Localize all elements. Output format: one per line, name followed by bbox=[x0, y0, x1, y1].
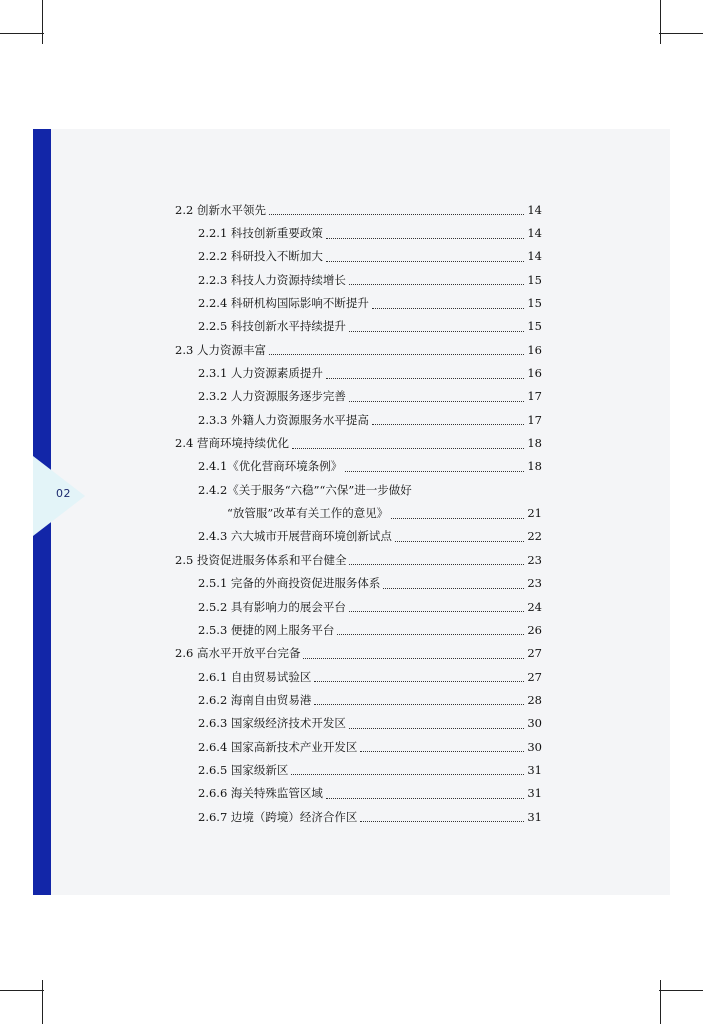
toc-entry-page: 17 bbox=[527, 412, 542, 427]
toc-entry[interactable] bbox=[175, 478, 542, 501]
toc-entry[interactable] bbox=[175, 361, 542, 384]
toc-entry-title: 2.4 营商环境持续优化 bbox=[175, 436, 289, 451]
toc-entry-title: 2.3.1 人力资源素质提升 bbox=[198, 366, 323, 381]
toc-entry-page: 23 bbox=[527, 576, 542, 591]
toc-entry[interactable] bbox=[175, 315, 542, 338]
dot-leader bbox=[349, 727, 524, 729]
toc-entry[interactable] bbox=[175, 385, 542, 408]
toc-entry-page: 21 bbox=[527, 506, 542, 521]
toc-entry[interactable] bbox=[175, 291, 542, 314]
crop-mark bbox=[42, 980, 43, 1024]
crop-mark bbox=[660, 980, 661, 1024]
crop-mark bbox=[42, 0, 43, 44]
toc-entry-page: 28 bbox=[527, 692, 542, 707]
toc-entry-page: 14 bbox=[527, 226, 542, 241]
toc-entry-title: “放管服”改革有关工作的意见》 bbox=[227, 506, 389, 521]
toc-entry[interactable] bbox=[175, 618, 542, 641]
toc-entry-page: 15 bbox=[527, 296, 542, 311]
toc-entry-title: 2.6.1 自由贸易试验区 bbox=[198, 669, 312, 684]
toc-entry-page: 18 bbox=[527, 436, 542, 451]
toc-entry-title: 2.2 创新水平领先 bbox=[175, 202, 266, 217]
toc-entry-page: 16 bbox=[527, 342, 542, 357]
toc-entry-page: 22 bbox=[527, 529, 542, 544]
toc-entry-page: 26 bbox=[527, 622, 542, 637]
toc-entry-title: 2.6.3 国家级经济技术开发区 bbox=[198, 716, 346, 731]
toc-entry[interactable] bbox=[175, 245, 542, 268]
toc-entry-page: 31 bbox=[527, 809, 542, 824]
toc-entry[interactable] bbox=[175, 431, 542, 454]
toc-entry-title: 2.2.2 科研投入不断加大 bbox=[198, 249, 323, 264]
dot-leader bbox=[372, 307, 524, 309]
toc-entry-title: 2.6.4 国家高新技术产业开发区 bbox=[198, 739, 358, 754]
dot-leader bbox=[292, 447, 524, 449]
toc-entry-title: 2.4.3 六大城市开展营商环境创新试点 bbox=[198, 529, 392, 544]
toc-entry[interactable] bbox=[175, 548, 542, 571]
toc-entry[interactable] bbox=[175, 268, 542, 291]
toc-entry-title: 2.5.2 具有影响力的展会平台 bbox=[198, 599, 346, 614]
toc-entry-title: 2.3.3 外籍人力资源服务水平提高 bbox=[198, 412, 369, 427]
page-number: 02 bbox=[56, 487, 71, 500]
toc-entry-title: 2.5.1 完备的外商投资促进服务体系 bbox=[198, 576, 381, 591]
dot-leader bbox=[314, 680, 524, 682]
dot-leader bbox=[303, 657, 524, 659]
dot-leader bbox=[391, 517, 524, 519]
toc-entry-page: 27 bbox=[527, 669, 542, 684]
toc-entry[interactable] bbox=[175, 665, 542, 688]
toc-entry[interactable] bbox=[175, 712, 542, 735]
toc-entry-title: 2.6.2 海南自由贸易港 bbox=[198, 692, 312, 707]
table-of-contents bbox=[175, 198, 542, 828]
toc-entry-title: 2.4.2《关于服务“六稳”“六保”进一步做好 bbox=[198, 482, 412, 497]
crop-mark bbox=[659, 990, 703, 991]
toc-entry[interactable] bbox=[175, 338, 542, 361]
dot-leader bbox=[349, 283, 524, 285]
crop-mark bbox=[659, 33, 703, 34]
dot-leader bbox=[349, 563, 524, 565]
toc-entry-title: 2.2.1 科技创新重要政策 bbox=[198, 226, 323, 241]
dot-leader bbox=[326, 377, 524, 379]
toc-entry[interactable] bbox=[175, 688, 542, 711]
toc-entry[interactable] bbox=[175, 595, 542, 618]
dot-leader bbox=[337, 633, 524, 635]
crop-mark bbox=[0, 33, 44, 34]
dot-leader bbox=[326, 797, 524, 799]
dot-leader bbox=[372, 423, 524, 425]
dot-leader bbox=[269, 213, 524, 215]
dot-leader bbox=[314, 703, 524, 705]
toc-entry-page: 15 bbox=[527, 319, 542, 334]
crop-mark bbox=[0, 990, 44, 991]
toc-entry-title: 2.2.3 科技人力资源持续增长 bbox=[198, 272, 346, 287]
toc-entry-page: 14 bbox=[527, 202, 542, 217]
dot-leader bbox=[345, 470, 524, 472]
dot-leader bbox=[326, 260, 524, 262]
dot-leader bbox=[383, 587, 524, 589]
dot-leader bbox=[269, 353, 524, 355]
toc-entry[interactable] bbox=[175, 525, 542, 548]
toc-entry-page: 31 bbox=[527, 762, 542, 777]
dot-leader bbox=[349, 610, 524, 612]
toc-entry[interactable] bbox=[175, 221, 542, 244]
toc-entry-title: 2.3 人力资源丰富 bbox=[175, 342, 266, 357]
toc-entry-page: 30 bbox=[527, 716, 542, 731]
toc-entry-title: 2.6.5 国家级新区 bbox=[198, 762, 289, 777]
toc-entry-title: 2.6.7 边境（跨境）经济合作区 bbox=[198, 809, 358, 824]
dot-leader bbox=[291, 773, 524, 775]
toc-entry[interactable] bbox=[175, 501, 542, 524]
toc-entry-title: 2.6.6 海关特殊监管区域 bbox=[198, 786, 323, 801]
dot-leader bbox=[360, 820, 524, 822]
dot-leader bbox=[326, 237, 524, 239]
toc-entry[interactable] bbox=[175, 758, 542, 781]
toc-entry-page: 31 bbox=[527, 786, 542, 801]
toc-entry[interactable] bbox=[175, 455, 542, 478]
toc-entry-title: 2.2.4 科研机构国际影响不断提升 bbox=[198, 296, 369, 311]
dot-leader bbox=[349, 330, 524, 332]
toc-entry[interactable] bbox=[175, 408, 542, 431]
toc-entry-page: 27 bbox=[527, 646, 542, 661]
toc-entry-title: 2.5.3 便捷的网上服务平台 bbox=[198, 622, 335, 637]
toc-entry-title: 2.3.2 人力资源服务逐步完善 bbox=[198, 389, 346, 404]
toc-entry-page: 24 bbox=[527, 599, 542, 614]
toc-entry[interactable] bbox=[175, 735, 542, 758]
toc-entry[interactable] bbox=[175, 805, 542, 828]
toc-entry-title: 2.2.5 科技创新水平持续提升 bbox=[198, 319, 346, 334]
toc-entry-page: 17 bbox=[527, 389, 542, 404]
dot-leader bbox=[349, 400, 524, 402]
toc-entry-page: 30 bbox=[527, 739, 542, 754]
dot-leader bbox=[360, 750, 524, 752]
crop-mark bbox=[660, 0, 661, 44]
toc-entry-page: 14 bbox=[527, 249, 542, 264]
toc-entry-page: 18 bbox=[527, 459, 542, 474]
toc-entry-page: 23 bbox=[527, 552, 542, 567]
toc-entry-title: 2.4.1《优化营商环境条例》 bbox=[198, 459, 343, 474]
toc-entry[interactable] bbox=[175, 198, 542, 221]
toc-entry-title: 2.6 高水平开放平台完备 bbox=[175, 646, 301, 661]
toc-entry-title: 2.5 投资促进服务体系和平台健全 bbox=[175, 552, 347, 567]
dot-leader bbox=[395, 540, 524, 542]
toc-entry-page: 16 bbox=[527, 366, 542, 381]
toc-entry-page: 15 bbox=[527, 272, 542, 287]
toc-entry[interactable] bbox=[175, 642, 542, 665]
toc-entry[interactable] bbox=[175, 572, 542, 595]
toc-entry[interactable] bbox=[175, 782, 542, 805]
